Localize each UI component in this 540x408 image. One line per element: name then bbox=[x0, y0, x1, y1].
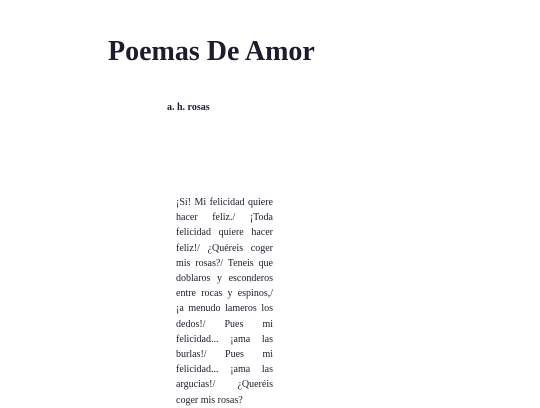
author-name: a. h. rosas bbox=[167, 102, 210, 113]
poem-text: ¡Sí! Mi felicidad quiere hacer feliz./ ¡Toda felicidad quiere hacer feliz!/ ¿Quéreis coger mis rosas?/ Teneis que doblaros y esconderos entre rocas y espinos,/ ¡a menudo lameros los dedos!/ Pues mi felicidad... ¡ama las burlas!/ Pues mi felicidad... ¡ama las argucias!/ ¿Queréis coger mis rosas? bbox=[176, 197, 273, 406]
page-title: Poemas De Amor bbox=[108, 36, 315, 67]
